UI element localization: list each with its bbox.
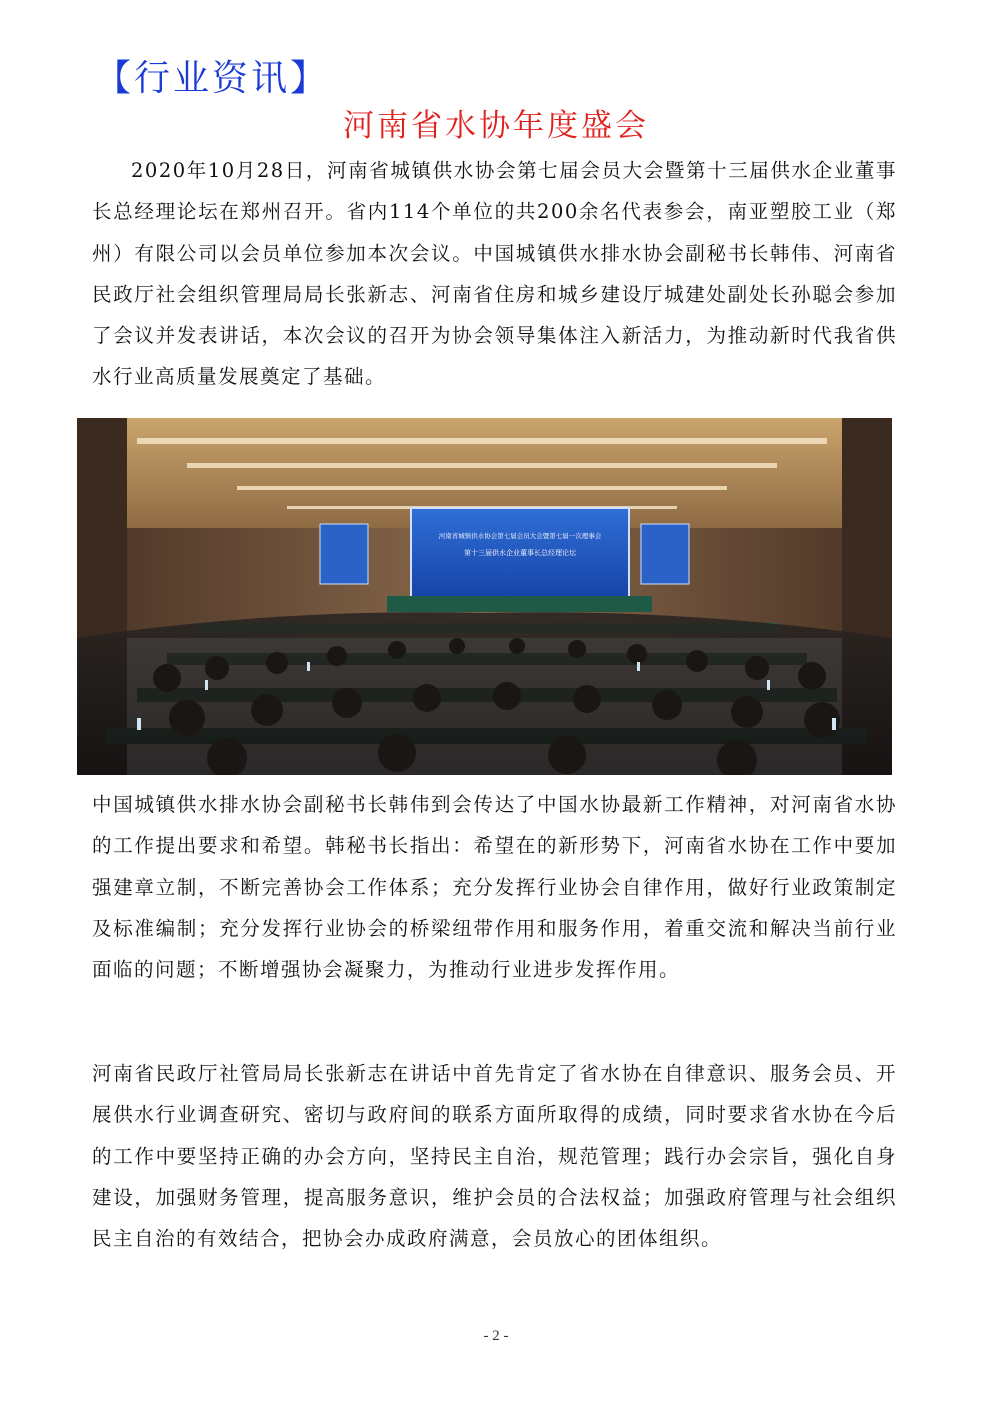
screen-line-2: 第十三届供水企业董事长总经理论坛 bbox=[464, 549, 576, 557]
section-tag: 【行业资讯】 bbox=[95, 58, 330, 99]
right-screen bbox=[641, 524, 689, 584]
screen-line-1: 河南省城镇供水协会第七届会员大会暨第七届一次理事会 bbox=[438, 532, 602, 540]
article-paragraph-2: 中国城镇供水排水协会副秘书长韩伟到会传达了中国水协最新工作精神，对河南省水协的工作提出要求和希望。韩秘书长指出：希望在的新形势下，河南省水协在工作中要加强建章立制，不断完善协会工作体系；充分发挥行业协会自律作用，做好行业政策制定及标准编制；充分发挥行业协会的桥梁纽带作用和服务作用，着重交流和解决当前行业面临的问题；不断增强协会凝聚力，为推动行业进步发挥作用。 bbox=[92, 793, 897, 982]
left-screen bbox=[320, 524, 368, 584]
conference-photo bbox=[77, 418, 892, 775]
article-paragraph-1: 2020年10月28日，河南省城镇供水协会第七届会员大会暨第十三届供水企业董事长总经理论坛在郑州召开。省内114个单位的共200余名代表参会，南亚塑胶工业（郑州）有限公司以会员单位参加本次会议。中国城镇供水排水协会副秘书长韩伟、河南省民政厅社会组织管理局局长张新志、河南省住房和城乡建设厅城建处副处长孙聪会参加了会议并发表讲话，本次会议的召开为协会领导集体注入新活力，为推动新时代我省供水行业高质量发展奠定了基础。 bbox=[92, 159, 897, 389]
article-title: 河南省水协年度盛会 bbox=[343, 108, 649, 144]
article-paragraph-3: 河南省民政厅社管局局长张新志在讲话中首先肯定了省水协在自律意识、服务会员、开展供水行业调查研究、密切与政府间的联系方面所取得的成绩，同时要求省水协在今后的工作中要坚持正确的办会方向，坚持民主自治，规范管理；践行办会宗旨，强化自身建设，加强财务管理，提高服务意识，维护会员的合法权益；加强政府管理与社会组织民主自治的有效结合，把协会办成政府满意，会员放心的团体组织。 bbox=[92, 1062, 897, 1251]
page-number: - 2 - bbox=[483, 1328, 509, 1344]
